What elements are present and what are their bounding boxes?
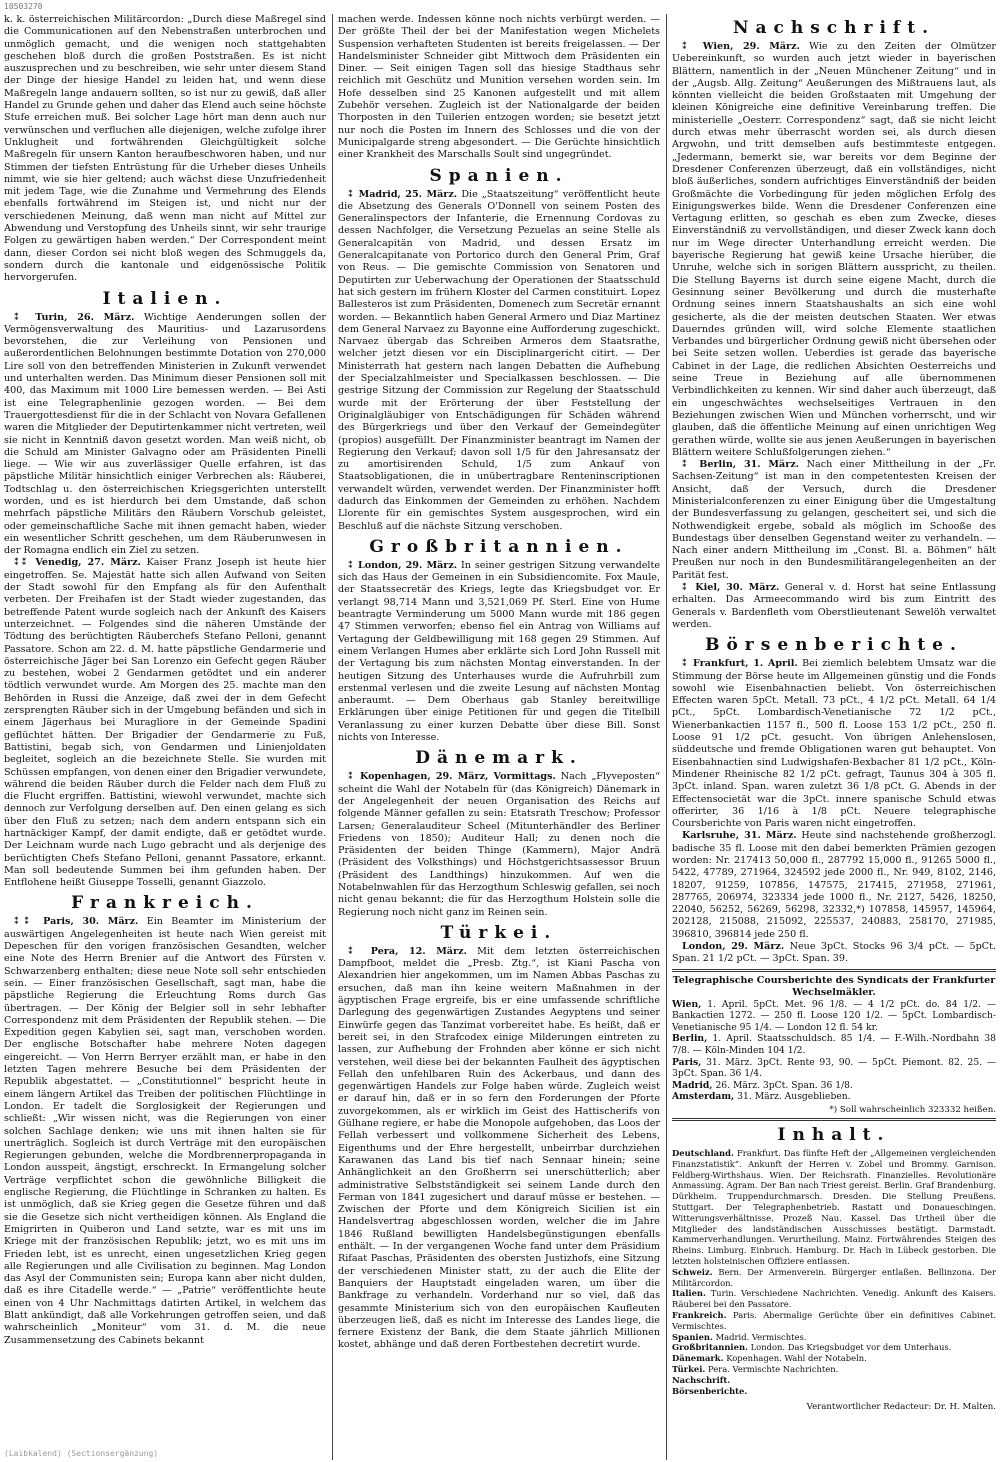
editor-line: Verantwortlicher Redacteur: Dr. H. Malten. [806,1402,996,1413]
exchange-place: Paris, [672,1056,702,1068]
article-text: General v. d. Horst hat seine Entlassung erhalten. Das Armeecommando wird bis zum Eintritt des Generals v. Bardenfleth vom Oberstlieutenant Sewelöh verwaltet werden. [672,582,996,630]
exchange-row [672,1057,996,1080]
article-text: k. k. österreichischen Militärcordon: „Durch diese Maßregel sind die Communicationen auf den Nebenstraßen unterbrochen und unmöglich gemacht, und die wenigen noch stattgehabten geschehen bloß durch die großen Poststraßen. Es ist nicht auszusprechen und zu beschreiben, wie sehr unter diesem Stand der Dinge der hiesige Handel zu leiden hat, und wenn diese Maßregeln lange andauern sollten, so ist nur zu gewiß, daß aller Handel zu Grunde gehen und daher das Elend auch seine höchste Stufe erreichen muß. Bei solcher Lage hört man denn auch nur verwünschen und verfluchen alle diejenigen, welche zufolge ihrer Unklugheit und fortwährenden Gleichgültigkeit solche Maßregeln für unsern Kanton heraufbeschworen haben, und nur Stimmen der tiefsten Entrüstung für die Urheber dieses Unheils nimmt, wie sie hier geltend; auch wächst diese Unzufriedenheit mit jedem Tage, wie die Zunahme und Vermehrung des Elends ebenfalls fortwährend im Steigen ist, und nicht nur der verschiedenen Meinung, daß wenn man nicht auf Mittel zur Abwendung und Verstopfung des Unheils sinnt, wir sehr traurige Folgen zu gewärtigen haben werden.“ Der Correspondent meint dann, dieser Cordon sei nicht bloß wegen des Schmuggels da, sondern durch die kantonale und eidgenössische Politik hervorgerufen. [4,14,326,284]
article-text: Mit dem letzten österreichischen Dampfboot, meldet die „Presb. Ztg.“, ist Kiani Pascha von Alexandrien hier angekommen, um im Namen Abbas Paschas zu ersuchen, daß man ihn keine weitern Maßnahmen in der ägyptischen Frage ergreife, bis er eine umfassende schriftliche Darlegung des gegenwärtigen Zustandes Aegyptens und seiner Einwürfe gegen das Tanzimat vorbereitet habe. Es heißt, daß er bereit sei, in den Strafcodex einige Milderungen eintreten zu lassen, zur Aufhebung der Frohnden aber könne er sich nicht verstehen, weil diese bei der bekannten Faulheit des ägyptischen Fellah den unfehlbaren Ruin des Ackerbaus, und dann des gegenwärtigen Handels zur Folge haben würde. Zugleich weist er darauf hin, daß er in so fern den Forderungen der Pforte zuvorgekommen, als er wirklich im Geist des Hattischerifs von Gülhane regiere, er habe die Monopole aufgehoben, das Loos der Fellah verbessert und vollkommene Sicherheit des Lebens, Eigenthums und der Ehre hergestellt, unbeirrbar durchziehen Karawanen das Land bis tief nach Sennaar hinein; seine Anhänglichkeit an den Großherrn sei unerschütterlich; aber administrative Selbstständigkeit sei seinem Lande durch den Ferman von 1841 zugesichert und darauf müsse er bestehen. — Zwischen der Pforte und dem Königreich Sicilien ist ein Handelsvertrag abgeschlossen worden, welcher die im Jahre 1846 Rußland bewilligten Handelsbegünstigungen ebenfalls enthält. — In der vergangenen Woche fand unter dem Präsidium Rifaat Paschas, Präsidenten des obersten Justizhofs, eine Sitzung der verschiedenen Minister statt, zu der auch die Elite der Banquiers der Hauptstadt eingeladen waren, um über die Bankfrage zu verhandeln. Vorderhand nur so viel, daß das gesammte Ministerium sich von den europäischen Kaufleuten überzeugen ließ, daß es nicht im Interesse des Landes liege, die fernere Existenz der Bank, die dem Staate jährlich Millionen kostet, abhänge und daß deren Fortbestehen decretirt wurde. [338,945,660,1351]
article [672,941,996,966]
article-paragraph [672,830,996,941]
exchange-table [672,975,996,1115]
article-dateline: London, 29. März. [682,941,785,953]
article-text: Neue 3pCt. Stocks 96 3/4 pCt. — 5pCt. Span. 21 1/2 pCt. — 3pCt. Span. 39. [672,941,996,965]
contents-entry [672,1375,996,1386]
contents-entry [672,1386,996,1397]
contents-text: London. Das Kriegsbudget vor dem Unterhaus. [750,1342,952,1353]
article-text: Nach „Flyveposten“ scheint die Wahl der Notabeln für (das Königreich) Dänemark in der Angelegenheit der neuen Organisation des Reichs auf folgende Männer gefallen zu sein: Etatsrath Treschow; Professor Larsen; Generalauditeur Scheel (Mitunterhändler des Berliner Friedens von 1850); Auditeur Hall; zu denen noch die Präsidenten der beiden Thinge (Kammern), Major Andrä (Präsident des Volksthings) und Höchstgerichtsassessor Bruun (Präsident des Landthings) hinzukommen. Auf wen die Notabelnwahlen für das Herzogthum Schleswig gefallen, sei noch nicht genau bekannt; die für das Herzogthum Holstein solle die Regierung noch nicht ganz im Reinen sein. [338,771,660,918]
section-heading: Frankreich. [71,893,259,914]
exchange-rates: 31. März. 3pCt. Rente 93, 90. — 5pCt. Piemont. 82. 25. — 3pCt. Span. 36 1/4. [672,1056,996,1080]
article-text: Heute sind nachstehende großherzogl. badische 35 fl. Loose mit den dabei bemerkten Prämien gezogen worden: Nr. 217413 50,000 fl., 287792 15,000 fl., 91265 5000 fl., 5422, 47789, 271964, 324592 jede 2000 fl., Nr. 949, 8102, 2146, 18207, 91259, 107856, 147575, 217415, 271958, 271961, 287765, 206974, 323334 jede 1000 fl., Nr. 2127, 5426, 18250, 22040, 56252, 56269, 56298, 32332,*) 107858, 145957, 145964, 202128, 215088, 215092, 225537, 240883, 258170, 271985, 396810, 396814 jede 250 fl. [672,830,996,940]
exchange-rates: 1. April. 5pCt. Met. 96 1/8. — 4 1/2 pCt. do. 84 1/2. — Bankactien 1272. — 250 fl. Loose 120 1/2. — 5pCt. Lombardisch-Venetianische 95 1/4. — London 12 fl. 54 kr. [672,998,996,1033]
exchange-place: Madrid, [672,1079,713,1091]
exchange-rates: 1. April. Staatsschuldsch. 85 1/4. — F.-Wilh.-Nordbahn 38 7/8. — Köln-Minden 104 1/2. [672,1033,996,1057]
article-paragraph [338,946,660,1352]
contents-text: Pera. Vermischte Nachrichten. [708,1363,839,1374]
contents-key: Italien. [672,1288,706,1299]
article-paragraph [4,312,326,558]
contents-key: Spanien. [672,1331,713,1342]
article-dateline: ⁑ Kopenhagen, 29. März, Vormittags. [348,771,556,783]
article-dateline: ⁑ Frankfurt, 1. April. [682,658,798,670]
column-left [4,14,326,1460]
article-text: Ein Beamter im Ministerium der auswärtigen Angelegenheiten ist heute nach Wien gereist mit Depeschen für den vorigen französischen Gesandten, welcher eine Note des Herrn Brenier auf die Antwort des Fürsten v. Schwarzenberg enthalten; diese neue Note soll sehr entschieden sein. — Einer französischen Gesellschaft, sagt man, habe die päpstliche Regierung die Erleuchtung Roms durch Gas übertragen. — Der König der Belgier soll in sehr lebhafter Correspondenz mit dem Präsidenten der Republik stehen. — Die Expedition gegen Kabylien sei, sagt man, verschoben worden. Der englische Botschafter habe mehrere Noten dagegen eingereicht. — Von Herrn Berryer erzählt man, er habe in den letzten Tagen mehrere Besuche bei dem Präsidenten der Republik abgestattet. — „Constitutionnel“ bespricht heute in einem längern Artikel das Treiben der politischen Flüchtlinge in London. Er tadelt die Sorglosigkeit der Regierungen und schließt: „Wir wissen nicht, was die Regierungen von einer solchen Sachlage denken; wie uns mit ihnen halten sie für unerträglich. Sogleich ist durch Verträge mit den europäischen Regierungen gebunden, welche die Mordbrennerpropaganda in London ausspeit, ängstigt, erschreckt. In Ermangelung solcher Verträge verpflichtet schon die gewöhnliche Billigkeit die englische Regierung, die Flüchtlinge in Schranken zu halten. Es ist unmöglich, daß sie Krieg gegen die Gesetze führen und daß sie die Gesetze sich nicht vertheidigen können. Als England die Emigrirten in Quiberon und Land setzte, war es mit uns im Kriege mit der französischen Republik; jetzt, wo es mit uns im Frieden lebt, ist es unrecht, einen ungesetzlichen Krieg gegen alle Regierungen und alle Civilisation zu beginnen. Mag London das Asyl der Communisten sein; Europa kann aber nicht dulden, daß es ihre Citadelle werde.“ — „Patrie“ veröffentlichte heute einen von 4 Uhr Nachmittags datirten Artikel, in welchem das Blatt ankündigt, daß alle Vorkehrungen getroffen seien, und daß wahrscheinlich „Moniteur“ vom 31. d. M. die neue Zusammensetzung des Cabinets bekannt [4,916,326,1346]
exchange-rates: 26. März. 3pCt. Span. 36 1/8. [715,1079,853,1091]
newspaper-columns [4,14,996,1460]
section-heading: Großbritannien. [369,536,629,557]
article-text: Wie zu den Zeiten der Olmützer Uebereinkunft, so wurden auch jetzt wieder in bayerischen Blättern, namentlich in der „Neuen Münchener Zeitung“ und in der „Augsb. Allg. Zeitung“ Aeußerungen des Mißtrauens laut, als könnten vielleicht die beiden Großstaaten mit Umgehung der kleinen Königreiche eine definitive Vereinbarung treffen. Die ministerielle „Oesterr. Correspondenz“ sagt, daß sie nicht leicht durch etwas mehr überrascht worden sei, als durch diesen Argwohn, und tritt demselben aufs bestimmteste entgegen. „Jedermann, bemerkt sie, war bereits vor dem Beginne der Dresdener Conferenzen überzeugt, daß ein vollständiges, nicht bloß äußerliches, sondern aufrichtiges Einverständniß der beiden Großmächte die Vorbedingung für jeden möglichen Erfolg des Einigungswerkes bilde. Wenn die Dresdener Conferenzen eine Vertagung erlitten, so geschah es eben zum Zwecke, dieses Einverständniß zu vervollständigen, und dieser Zweck kann doch nur im Wege directer Unterhandlung erreicht werden. Die bayerische Regierung hat gewiß keine Ursache hierüber, die Unruhe, welche sich in sorigen Blättern ausspricht, zu theilen. Die Stellung Bayerns ist durch seine eigene Macht, durch die Gesinnung seiner Bevölkerung und durch die musterhafte Ordnung seines innern Staatshaushalts an sich eine wohl gesicherte, als die der meisten deutschen Staaten. Wer etwas Dauerndes gründen will, wird solche Elemente staatlichen Verbandes und bürgerlicher Ordnung gewiß nicht übersehen oder bei Seite setzen wollen. Ueberdies ist gerade das bayerische Cabinet in der Lage, die redlichen Absichten Oesterreichs und seine Treue in Beziehung auf alle übernommenen Verbindlichkeiten zu kennen. Wir sind daher auch überzeugt, daß ein ungeschwächtes wechselseitiges Vertrauen in den Beziehungen zwischen Wien und München vorherrscht, und wir glauben, daß die öffentliche Meinung auf einen unrichtigen Weg gerathen würde, wollte sie aus jenen Aeußerungen in bayerischen Blättern weitere Schlußfolgerungen ziehen.“ [672,41,996,458]
article-text: Bei ziemlich belebtem Umsatz war die Stimmung der Börse heute im Allgemeinen günstig und die Fonds sowohl wie Eisenbahnactien beliebt. Von österreichischen Effecten waren 5pCt. Metall. 73 pCt., 4 1/2 pCt. Metall. 64 1/4 pCt., 5pCt. Lombardisch-Venetianische 72 1/2 pCt., Wienerbankactien 1157 fl., 500 fl. Loose 153 1/2 pCt., 250 fl. Loose 91 1/2 pCt. gesucht. Von übrigen Anlehenslosen, süddeutsche und fremde Obligationen waren gut behauptet. Von Eisenbahnactien sind Ludwigshafen-Bexbacher 81 1/2 pCt., Köln-Mindener Rheinische 82 1/2 pCt. gefragt, Taunus 304 à 305 fl. 3pCt. inland. Span. waren zuletzt 36 1/8 pCt. G. Abends in der Effectensocietät war die 3pCt. innere spanische Schuld etwas offerirter, 36 1/16 à 1/8 pCt. Neuere telegraphische Coursberichte von Paris waren nicht eingetroffen. [672,658,996,830]
article [338,14,660,162]
article-paragraph [672,658,996,830]
article-dateline: ⁑ Kiel, 30. März. [682,582,780,594]
article-text: Kaiser Franz Joseph ist heute hier eingetroffen. Se. Majestät hatte sich allen Aufwand von Seiten der Stadt sowohl für den Empfang als für den Aufenthalt verbeten. Der Freihafen ist der Stadt wieder zugestanden, das betreffende Patent wurde sogleich nach der Ankunft des Kaisers unterzeichnet. — Folgendes sind die näheren Umstände der Tödtung des berüchtigten Räuberchefs Stefano Pelloni, genannt Passatore. Schon am 22. d. M. hatte päpstliche Gendarmerie und österreichische Jäger bei San Lorenzo ein Gefecht gegen Räuber zu bestehen, wobei 2 Gendarmen getödtet und ein anderer tödtlich verwundet wurde. Am Morgen des 25. machte man den Behörden in Russi die Anzeige, daß zwei der in dem Gefecht zersprengten Räuber sich in der Umgebung befänden und sich in einem Jägerhaus bei Muragliore in der Gemeinde Spadini geflüchtet hätten. Der Brigadier der Gendarmerie zu Fuß, Battistini, begab sich, von Gendarmen und Linienjoldaten begleitet, sogleich an die bezeichnete Stelle. Sie wurden mit Schüssen empfangen, von denen einer den Brigadier verwundete, während die beiden Räuber durch die Felder nach dem Fluß zu die Flucht ergriffen. Battistini, wiewohl verwundet, machte sich dennoch zur Verfolgung derselben auf. Den einen gelang es sich über den Fluß zu setzen; nach dem andern entspann sich ein hartnäckiger Kampf, der damit endigte, daß er getödtet wurde. Der Leichnam wurde nach Lugo gebracht und als derjenige des berüchtigten Chefs Stefano Pelloni, genannt Passatore, erkannt. Man soll bedeutende Summen bei ihm gefunden haben. Der Entflohene heißt Giuseppe Tosselli, genannt Giazzolo. [4,557,326,889]
divider-rule [672,1118,996,1121]
exchange-place: Berlin, [672,1033,708,1045]
article-dateline: ⁑ Turin, 26. März. [14,311,135,323]
article-paragraph [338,14,660,162]
contents-entry [672,1353,996,1364]
article-paragraph [4,557,326,889]
contents-key: Nachschrift. [672,1374,731,1385]
section-heading: Türkei. [440,922,558,943]
section-heading: Inhalt. [777,1125,891,1146]
contents-entry [672,1332,996,1343]
contents-key: Deutschland. [672,1148,734,1159]
exchange-place: Wien, [672,998,702,1010]
article-paragraph [672,41,996,459]
contents-text: Bern. Der Armenverein. Bürgerger entlaßen. Bellinzona. Der Militärcordon. [672,1266,996,1288]
section-heading: Italien. [102,288,228,309]
article [338,771,660,919]
article [672,658,996,830]
article [338,560,660,744]
article-dateline: ⁑⁑ Paris, 30. März. [14,916,139,928]
article-dateline: ⁑ Madrid, 25. März. [348,188,458,200]
article [4,14,326,285]
exchange-row [672,1033,996,1056]
column-right [666,14,996,1460]
contents-entry [672,1288,996,1310]
article [672,459,996,582]
contents-text: Kopenhagen. Wahl der Notabeln. [726,1353,867,1364]
exchange-row [672,1091,996,1103]
article-paragraph [672,582,996,631]
contents-entry [672,1364,996,1375]
contents-entry [672,1342,996,1353]
section-heading: Spanien. [429,165,569,186]
contents-text: Turin. Verschiedene Nachrichten. Venedig. Ankunft des Kaisers. Räuberei bei den Passatore. [672,1288,996,1310]
article-paragraph [672,459,996,582]
article [4,916,326,1346]
article-text: Die „Staatszeitung“ veröffentlicht heute die Absetzung des Generals O'Donnell von seinem Posten des Generalinspectors der Infanterie, die Ernennung Cordovas zu dessen Nachfolger, die Versetzung Pezuelas an seine Stelle als Generalcapitän von Madrid, und dessen Ersatz im Generalcapitanate von Portorico durch den General Prim, Graf von Reus. — Die gemischte Commission von Senatoren und Deputirten zur Ueberwachung der Operationen der Staatsschuld hat sich gestern im frühern Kloster del Carmen constituirt. Lopez Ballesteros ist zum Präsidenten, Domenech zum Secretär ernannt worden. — Bekanntlich haben General Armero und Diaz Martinez dem General Narvaez zu Bayonne eine Aufforderung zugeschickt. Narvaez übergab das Schreiben Armeros dem Staatsrathe, welcher jetzt diesen vor ein Disciplinargericht citirt. — Der Ministerrath hat gestern nach langen Debatten die Aufhebung der Specialzahlmeister und Specialkassen beschlossen. — Die gestrige Sitzung der Commission zur Regelung der Staatsschuld wurde mit der Erörterung der über Feststellung der Originalgläubiger von Entschädigungen für Schäden während des Bürgerkriegs und über den Verkauf der Gemeindegüter (propios) ausgefüllt. Der Finanzminister beantragt im Namen der Regierung den Verkauf; davon soll 1/5 für den Jahresansatz der zu amortisirenden Schuld, 1/5 zum Ankauf von Staatsobligationen, die in unübertragbare Renteninscriptionen verwandelt würden, verwendet werden. Der Finanzminister hofft dadurch das Einkommen der Gemeinden zu erhöhen. Nachdem Llorente für ein gemischtes System ausgesprochen, wird ein Beschluß auf die nächste Sitzung verschoben. [338,188,660,532]
contents-key: Frankreich. [672,1309,727,1320]
article-paragraph [4,916,326,1346]
article-paragraph [4,14,326,285]
article-dateline: Karlsruhe, 31. März. [682,830,797,842]
article-text: Nach einer Mittheilung in der „Fr. Sachsen-Zeitung“ ist man in den competentesten Kreisen der Ansicht, daß der Versuch, durch die Dresdener Ministerialconferenzen zu einer Einigung über die Umgestaltung der Bundesverfassung zu gelangen, gescheitert sei, und sich die Nothwendigkeit ergebe, sobald als möglich im Schooße des Bundestags über denselben Gegenstand weiter zu verhandeln. — Nach einer andern Mittheilung im „Const. Bl. a. Böhmen“ hält Preußen nur noch in den Bundesmilitärangelegenheiten an der Parität fest. [672,459,996,581]
article-dateline: ⁑⁑ Venedig, 27. März. [14,557,141,569]
contents-key: Dänemark. [672,1353,724,1364]
section-heading: Nachschrift. [732,18,936,38]
section-heading: Dänemark. [415,748,583,769]
article-dateline: ⁑ Pera, 12. März. [348,945,467,957]
divider-rule [672,969,996,972]
article [4,312,326,558]
footer-mark: (Laibkalend) (Sectionsergänzung) [4,1449,159,1458]
exchange-row [672,999,996,1034]
article-paragraph [338,189,660,533]
contents-key: Großbritannien. [672,1342,748,1353]
article [338,189,660,533]
article-dateline: ⁑ Berlin, 31. März. [682,459,800,471]
table-of-contents [672,1148,996,1396]
contents-key: Schweiz. [672,1266,713,1277]
exchange-place: Amsterdam, [672,1091,735,1103]
article [338,946,660,1352]
contents-entry [672,1148,996,1267]
exchange-table-title: Telegraphische Coursberichte des Syndicats der Frankfurter Wechselmäkler. [672,974,996,998]
section-heading: Börsenberichte. [705,635,963,656]
article [672,582,996,631]
contents-key: Börsenberichte. [672,1385,748,1396]
article [672,41,996,459]
article-paragraph [338,771,660,919]
article-text: machen werde. Indessen könne noch nichts verbürgt werden. — Der größte Theil der bei der Manifestation wegen Michelets Suspension verhafteten Studenten ist bereits freigelassen. — Der Handelsminister Schneider gibt Mittwoch dem Präsidenten ein Diner. — Seit einigen Tagen soll das hiesige Stadthaus sehr reichlich mit Geschütz und Munition versehen worden sein. Im Hofe desselben sind 25 Kanonen aufgestellt und mit allem Zubehör versehen. Zugleich ist der Nationalgarde der beiden Thorposten in den Tuilerien entzogen worden; sie besetzt jetzt nur noch die Posten im Innern des Schlosses und die von der Municipalgarde streng abgesondert. — Die Gerüchte hinsichtlich einer Krankheit des Marschalls Soult sind ungegründet. [338,14,660,161]
article-dateline: ⁑ Wien, 29. März. [682,41,800,52]
article-paragraph [672,941,996,966]
contents-text: Madrid. Vermischtes. [715,1331,807,1342]
article [4,557,326,889]
contents-text: Frankfurt. Das fünfte Heft der „Allgemeinen vergleichenden Finanzstatistik“. Ankunft der Herren v. Zobel und Brommy. Garnison. Feldberg-Wirthshaus. Wien. Der Reichsrath. Finanzielles. Revolutionäre Anmassung. Agram. Der Ban nach Triest gereist. Berlin. Graf Brandenburg. Dürkheim. Truppendurchmarsch. Dresden. Die Stellung Preußens. Stuttgart. Der Telegraphenbetrieb. Rastatt und Donaueschingen. Witterungsverhältnisse. Prozeß Nau. Kassel. Das Urtheil über die Mitglieder des landständischen Ausschusses bestätigt. Darmstadt. Kammerverhandlungen. Verurtheilung. Mainz. Fortwährendes Steigen des Rheins. Limburg. Einbruch. Hamburg. Dr. Hach in Lübeck gestorben. Die letzten holsteinischen Offiziere entlassen. [672,1148,996,1266]
article [672,830,996,941]
article-paragraph [338,560,660,744]
article-text: Wichtige Aenderungen sollen der Vermögensverwaltung des Mauritius- und Lazarusordens bevorstehen, die zur Verleihung von Pensionen und außerordentlichen Belohnungen bestimmte Dotation von 270,000 Lire soll von den betreffenden Ministerien in Zukunft verwendet und unterhalten werden. Das Minimum dieser Pensionen soll mit 400, das Maximum mit 1000 Lire bemessen werden. — Bei Asti ist eine Telegraphenlinie gezogen worden. — Bei dem Trauergottesdienst für die in der Schlacht von Novara Gefallenen waren die Mitglieder der Deputirtenkammer nicht vertreten, weil sie nicht in Kenntniß davon gesetzt worden. Man weiß nicht, ob die Schuld am Minister Galvagno oder am Präsidenten Pinelli liege. — Wie wir aus zuverlässiger Quelle erfahren, ist das päpstliche Militär hinsichtlich einiger Verbrechen als: Räuberei, Todtschlag u. den österreichischen Kriegsgerichten unterstellt worden, und es ist hierdurch bei dem Umstande, daß schon mehrfach päpstliche Militärs den Räubern Vorschub geleistet, oder gemeinschaftliche Sache mit ihnen gemacht haben, wieder ein wesentlicher Schritt geschehen, um dem Räuberunwesen in der Romagna endlich ein Ziel zu setzen. [4,311,326,557]
exchange-rates: 31. März. Ausgeblieben. [737,1091,851,1103]
exchange-footnote: *) Soll wahrscheinlich 323332 heißen. [829,1105,996,1116]
contents-entry [672,1267,996,1289]
page-id: 10503270 [4,2,43,11]
contents-key: Türkei. [672,1363,706,1374]
exchange-row [672,1080,996,1092]
contents-entry [672,1310,996,1332]
column-middle [332,14,660,1460]
article-text: In seiner gestrigen Sitzung verwandelte sich das Haus der Gemeinen in ein Subsidiencomite. Fox Maule, der Staatssecretär des Kriegs, legte das Kriegsbudget vor. Er verlangt 98,714 Mann und 3,521,069 Pf. Sterl. Eine von Hume beantragte Verminderung um 5000 Mann wurde mit 186 gegen 47 Stimmen verworfen; ebenso fiel ein Antrag von Williams auf Vertagung der Geldbewilligung mit 168 gegen 29 Stimmen. Auf einem Verlangen Humes aber erklärte sich Lord John Russell mit der Vertagung bis zum nächsten Montag einverstanden. In der heutigen Sitzung des Unterhauses wurde die Aufruhrbill zum erstenmal verlesen und die zweite Lesung auf nächsten Montag anberaumt. — Dem Oberhaus gab Stanley bereitwillige Erklärungen über einige Petitionen für und gegen die Titelbill Veranlassung zu einer kurzen Debatte über diese Bill. Sonst nichts von Interesse. [338,559,660,744]
article-dateline: ⁑ London, 29. März. [348,559,458,571]
contents-text: Paris. Abermalige Gerüchte über ein definitives Cabinet. Vermischtes. [672,1309,996,1331]
